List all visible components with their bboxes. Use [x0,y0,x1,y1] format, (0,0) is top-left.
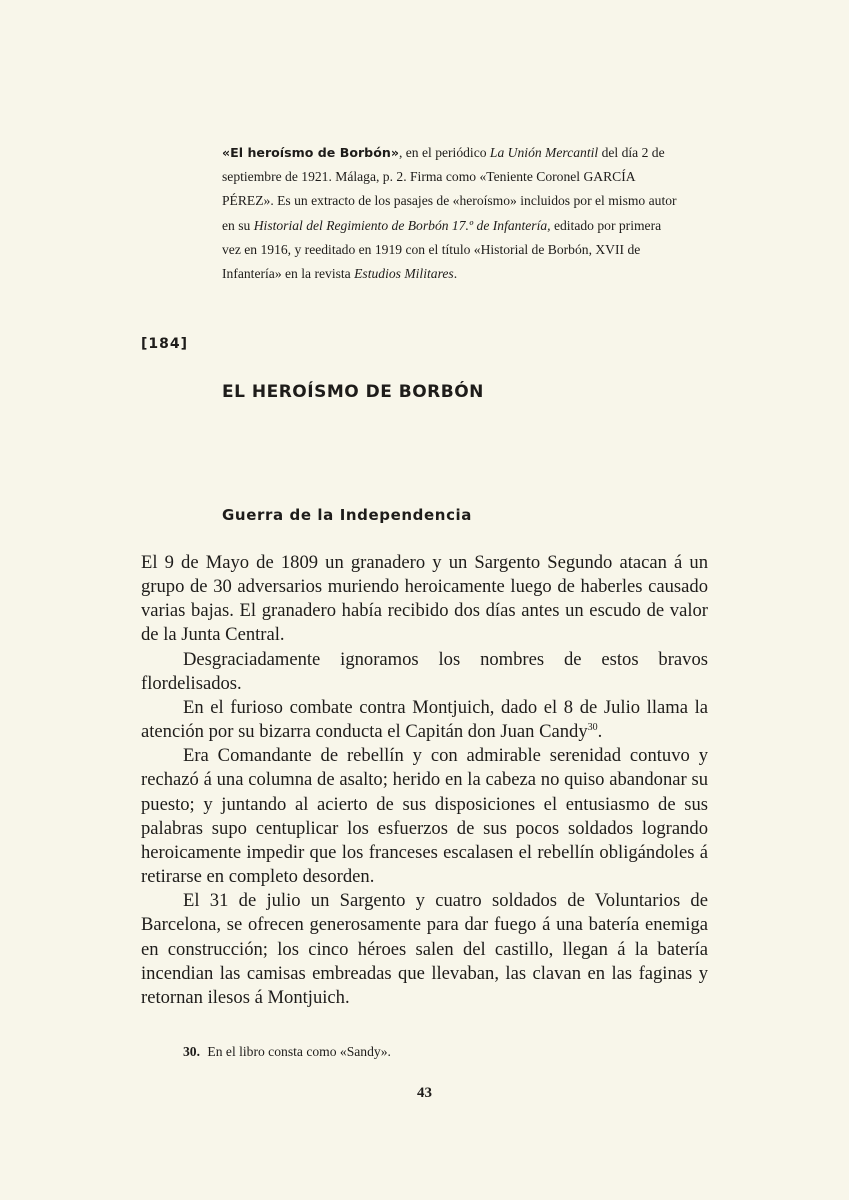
note-text-4: . [453,266,458,282]
paragraph-4: Era Comandante de rebellín y con admirable serenidad contuvo y rechazó á una columna de asalto; herido en la cabeza no quiso abandonar su puesto; y juntando al acierto de sus disposiciones el entusiasmo de sus palabras supo centuplicar los esfuerzos de sus pocos soldados logrando heroicamente impedir que los franceses escalasen el rebellín obligándoles á retirarse en completo desorden. [141,745,708,888]
paragraph-3-end: . [597,721,603,743]
footnote [183,1044,391,1060]
paragraph-3 [141,696,708,744]
paragraph-2: Desgraciadamente ignoramos los nombres de estos bravos flordelisados. [141,648,708,694]
footnote-text: En el libro consta como «Sandy». [207,1044,391,1059]
note-book-title: Historial del Regimiento de Borbón 17.º de Infantería, [253,217,551,233]
note-text-1: , en el periódico [398,145,490,160]
note-text-2: del día 2 de septiembre de 1921. Málaga, p. 2. Firma como «Teniente Coronel GARCÍA PÉREZ». Es un extracto de los pasajes de «heroísmo» incluidos por el mismo autor en su [222,145,677,233]
body-text [141,551,708,1010]
note-newspaper-name: La Unión Mercantil [489,145,599,160]
footnote-number: 30. [183,1044,200,1059]
footnote-reference: 30 [587,722,598,734]
source-note [222,141,682,286]
paragraph-1: El 9 de Mayo de 1809 un granadero y un Sargento Segundo atacan á un grupo de 30 adversarios muriendo heroicamente luego de haberles causado varias bajas. El granadero había recibido dos días antes un escudo de valor de la Junta Central. [141,552,708,646]
chapter-title: EL HEROÍSMO DE BORBÓN [222,382,484,402]
section-subtitle: Guerra de la Independencia [222,506,473,524]
paragraph-3-text: En el furioso combate contra Montjuich, dado el 8 de Julio llama la atención por su bizarra conducta el Capitán don Juan Candy [141,696,708,743]
note-text-3: editado por primera vez en 1916, y reeditado en 1919 con el título «Historial de Borbón, XVII de Infantería» en la revista [222,217,662,282]
note-title: «El heroísmo de Borbón» [222,145,399,160]
reference-number: [184] [141,336,189,352]
page-number: 43 [417,1085,432,1101]
note-journal-name: Estudios Militares [354,266,454,282]
paragraph-5: El 31 de julio un Sargento y cuatro soldados de Voluntarios de Barcelona, se ofrecen generosamente para dar fuego á una batería enemiga en construcción; los cinco héroes salen del castillo, llegan á la batería incendian las camisas embreadas que llevaban, las clavan en las faginas y retornan ilesos á Montjuich. [141,890,708,1008]
